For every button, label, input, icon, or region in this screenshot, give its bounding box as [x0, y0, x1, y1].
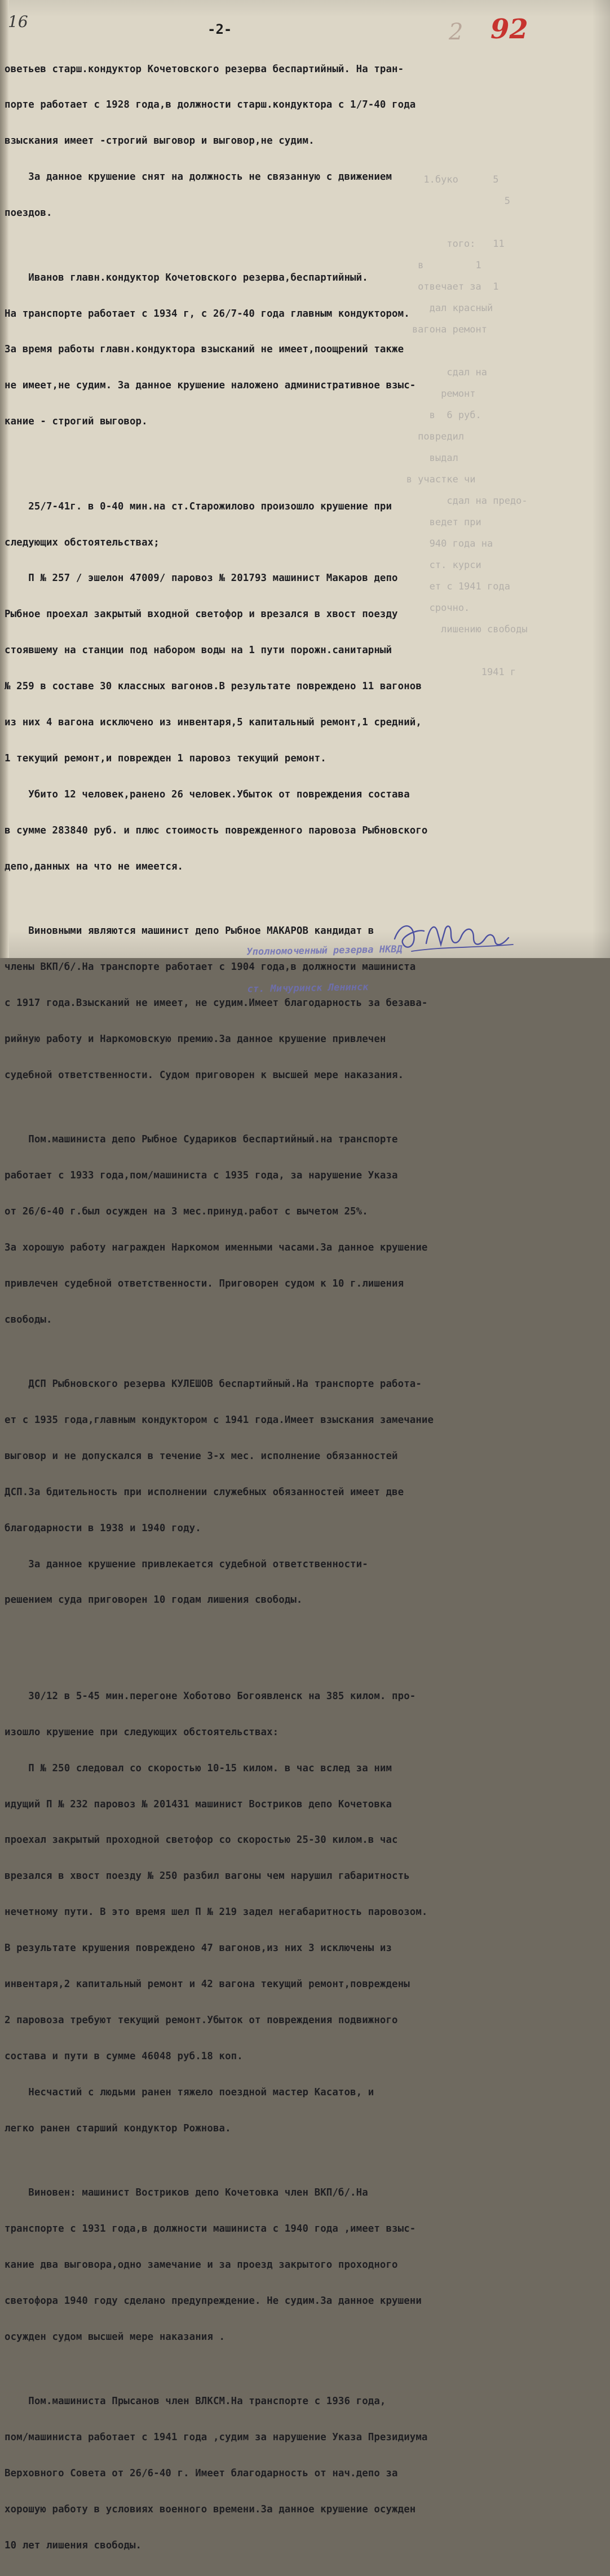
text-line: порте работает с 1928 года,в должности старш.кондуктора с 1/7-40 года — [5, 99, 416, 111]
text-line: За данное крушение привлекается судебной ответственности- — [5, 1558, 368, 1570]
paragraph-sudarikov — [5, 1110, 596, 1350]
page-number: -2- — [207, 21, 232, 37]
text-line: П № 257 / эшелон 47009/ паровоз № 201793 машинист Макаров депо — [5, 573, 398, 584]
text-line: 25/7-41г. в 0-40 мин.на ст.Старожилово произошло крушение при — [5, 500, 392, 512]
text-line: в сумме 283840 руб. и плюс стоимость поврежденного паровоза Рыбновского — [5, 824, 428, 836]
text-line: Пом.машиниста депо Рыбное Судариков беспартийный.на транспорте — [5, 1134, 398, 1146]
text-line: взыскания имеет -строгий выговор и выговор,не судим. — [5, 135, 315, 147]
stamp-line: Уполномоченный резерва НКВД — [246, 943, 403, 958]
text-line: оветьев старш.кондуктор Кочетовского резерва беспартийный. На тран- — [5, 63, 404, 75]
text-line: решением суда приговорен 10 годам лишения свободы. — [5, 1594, 303, 1606]
stamp-line: ст. Мичуринск Ленинск — [247, 981, 369, 995]
document-body — [5, 39, 596, 2576]
text-line: следующих обстоятельствах; — [5, 537, 160, 548]
text-line: ет с 1935 года,главным кондуктором с 1941 года.Имеет взыскания замечание — [5, 1414, 434, 1426]
text-line: привлечен судебной ответственности. Приговорен судом к 10 г.лишения — [5, 1278, 404, 1289]
text-line: идущий П № 232 паровоз № 201431 машинист Востриков депо Кочетовка — [5, 1798, 392, 1810]
text-line: инвентаря,2 капитальный ремонт и 42 вагона текущий ремонт,повреждены — [5, 1979, 410, 1990]
text-line: судебной ответственности. Судом приговорен к высшей мере наказания. — [5, 1069, 404, 1081]
text-line: Пом.машиниста Прысанов член ВЛКСМ.На транспорте с 1936 года, — [5, 2396, 386, 2407]
text-line: состава и пути в сумме 46048 руб.18 коп. — [5, 2050, 243, 2062]
paragraph-prysanov — [5, 2372, 596, 2576]
text-line: 30/12 в 5-45 мин.перегоне Хоботово Богоявленск на 385 килом. про- — [5, 1690, 416, 1702]
text-line: 2 паровоза требуют текущий ремонт.Убыток от повреждения подвижного — [5, 2014, 398, 2026]
text-line: благодарности в 1938 и 1940 году. — [5, 1522, 201, 1534]
text-line: На транспорте работает с 1934 г, с 26/7-40 года главным кондуктором. — [5, 308, 410, 320]
text-line: ДСП Рыбновского резерва КУЛЕШОВ беспартийный.На транспорте работа- — [5, 1378, 422, 1390]
paragraph-starozhilovo-accident — [5, 477, 596, 897]
text-line: В результате крушения повреждено 47 вагонов,из них 3 исключены из — [5, 1943, 392, 1954]
paragraph-sovetyev — [5, 39, 596, 243]
paragraph-ivanov — [5, 248, 596, 452]
text-line: Убито 12 человек,ранено 26 человек.Убыток от повреждения состава — [5, 788, 410, 800]
text-line: Несчастий с людьми ранен тяжело поездной мастер Касатов, и — [5, 2086, 374, 2098]
archive-folio-number: 92 — [490, 14, 528, 45]
bleed-through-text: 1.буко 5 5 того: 11 в 1 отвечает за 1 дал красный вагона ремонт сдал на ремонт в 6 руб. повредил выдал в участке чи сдал на предо- ведет при 940 года на ст. курси ет с 1941 года срочно. лишению свободы 1941 г — [406, 174, 528, 678]
text-line: выговор и не допускался в течение 3-х мес. исполнение обязанностей — [5, 1450, 398, 1462]
text-line: За хорошую работу награжден Наркомом именными часами.За данное крушение — [5, 1242, 428, 1253]
text-line: осужден судом высшей мере наказания . — [5, 2331, 226, 2343]
text-line: ДСП.За бдительность при исполнении служебных обязанностей имеет две — [5, 1486, 404, 1498]
official-stamp — [246, 919, 403, 1021]
text-line: нечетному пути. В это время шел П № 219 задел негабаритность паровозом. — [5, 1906, 428, 1918]
text-line: врезался в хвост поезду № 250 разбил вагоны чем нарушил габаритность — [5, 1870, 410, 1882]
text-line: не имеет,не судим. За данное крушение наложено административное взыс- — [5, 380, 416, 392]
text-line: из них 4 вагона исключено из инвентаря,5 капитальный ремонт,1 средний, — [5, 717, 422, 729]
text-line: Верховного Совета от 26/6-40 г. Имеет благодарность от нач.депо за — [5, 2467, 398, 2479]
text-line: с 1917 года.Взысканий не имеет, не судим.Имеет благодарность за безава- — [5, 997, 428, 1009]
text-line: За время работы главн.кондуктора взысканий не имеет,поощрений также — [5, 344, 404, 356]
text-line: Виновными являются машинист депо Рыбное МАКАРОВ кандидат в — [5, 925, 374, 937]
text-line: светофора 1940 году сделано предупреждение. Не судим.За данное крушени — [5, 2295, 422, 2307]
paragraph-vostrikov — [5, 2163, 596, 2367]
text-line: депо,данных на что не имеется. — [5, 861, 184, 872]
corner-mark: 16 — [8, 12, 28, 31]
text-line: члены ВКП/б/.На транспорте работает с 1904 года,в должности машиниста — [5, 961, 416, 973]
handwritten-signature — [389, 912, 519, 957]
text-line: кание - строгий выговор. — [5, 416, 148, 428]
text-line: кание два выговора,одно замечание и за проезд закрытого проходного — [5, 2259, 398, 2271]
text-line: пом/машиниста работает с 1941 года ,судим за нарушение Указа Президиума — [5, 2432, 428, 2443]
text-line: легко ранен старший кондуктор Рожнова. — [5, 2122, 231, 2134]
text-line: проехал закрытый проходной светофор со скоростью 25-30 килом.в час — [5, 1834, 398, 1846]
text-line: Иванов главн.кондуктор Кочетовского резерва,беспартийный. — [5, 272, 368, 283]
text-line: Рыбное проехал закрытый входной светофор и врезался в хвост поезду — [5, 609, 398, 620]
text-line: от 26/6-40 г.был осужден на 3 мес.принуд.работ с вычетом 25%. — [5, 1205, 368, 1217]
text-line: работает с 1933 года,пом/машиниста с 1935 года, за нарушение Указа — [5, 1170, 398, 1182]
text-line: изошло крушение при следующих обстоятельствах: — [5, 1726, 279, 1738]
text-line: 10 лет лишения свободы. — [5, 2539, 142, 2551]
text-line: хорошую работу в условиях военного времени.За данное крушение осужден — [5, 2503, 416, 2515]
text-line: стоявшему на станции под набором воды на 1 пути порожн.санитарный — [5, 645, 392, 657]
text-line: рийную работу и Наркомовскую премию.За данное крушение привлечен — [5, 1033, 386, 1045]
text-line: свободы. — [5, 1314, 52, 1325]
text-line: транспорте с 1931 года,в должности машиниста с 1940 года ,имеет взыс- — [5, 2223, 416, 2234]
paragraph-kuleshov — [5, 1354, 596, 1630]
text-line: Виновен: машинист Востриков депо Кочетовка член ВКП/б/.На — [5, 2187, 368, 2199]
pencil-page-number: 2 — [449, 19, 463, 45]
text-line: поездов. — [5, 207, 52, 219]
text-line: № 259 в составе 30 классных вагонов.В результате повреждено 11 вагонов — [5, 681, 422, 693]
text-line: П № 250 следовал со скоростью 10-15 килом. в час вслед за ним — [5, 1762, 392, 1774]
text-line: За данное крушение снят на должность не связанную с движением — [5, 171, 392, 183]
text-line: 1 текущий ремонт,и поврежден 1 паровоз текущий ремонт. — [5, 752, 326, 764]
paragraph-khobotovo-accident — [5, 1666, 596, 2158]
